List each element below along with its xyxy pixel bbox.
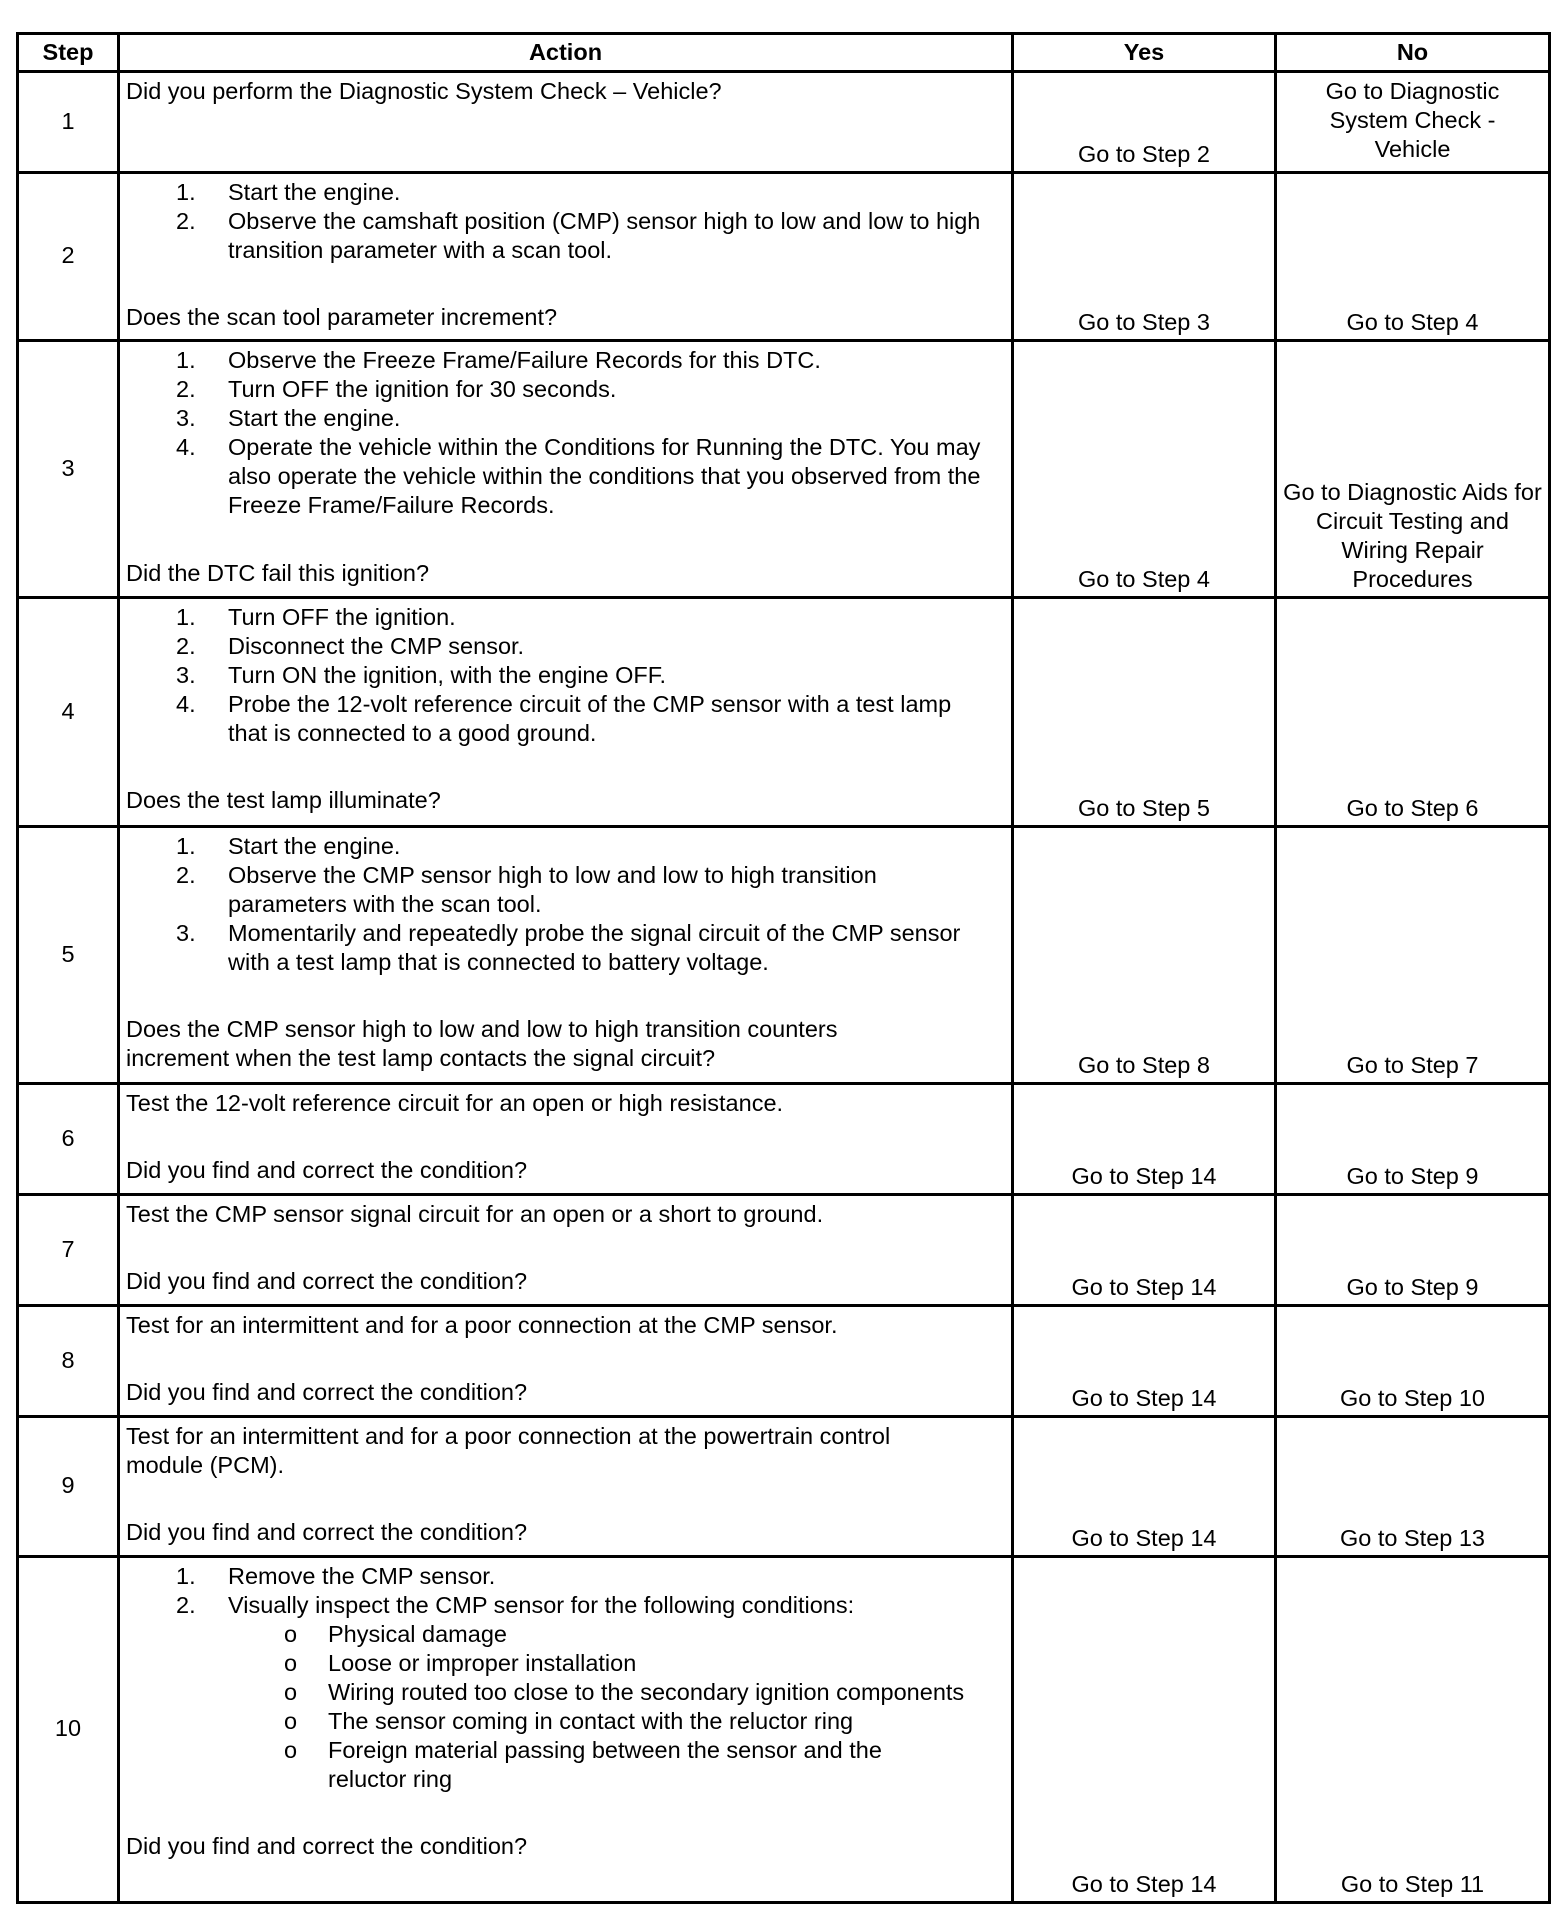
no-outcome: Go to Step 4 [1276,173,1550,341]
no-outcome: Go to Step 9 [1276,1084,1550,1195]
table-row [18,827,1550,1084]
item-text: Remove the CMP sensor. [228,1563,496,1589]
step-number: 8 [18,1306,119,1417]
step-number: 10 [18,1557,119,1903]
list-item [126,832,965,861]
item-text: Operate the vehicle within the Conditions for Running the DTC. You may also operate the vehicle within the conditions that you observed from the Freeze Frame/Failure Records. [228,434,981,518]
step-number: 4 [18,598,119,827]
header-row [18,34,1550,72]
action-text: Test the 12-volt reference circuit for an open or high resistance. [126,1090,784,1116]
list-item [126,375,1005,404]
no-outcome: Go to Step 11 [1276,1557,1550,1903]
action-cell [119,72,1013,173]
action-cell [119,1306,1013,1417]
list-item [126,861,965,919]
item-text: Observe the camshaft position (CMP) sensor high to low and low to high transition parameter with a scan tool. [228,208,981,263]
list-item [226,1649,965,1678]
item-number: 3. [176,920,196,946]
list-item [126,1591,1005,1794]
item-text: Observe the Freeze Frame/Failure Records for this DTC. [228,347,821,373]
list-item [126,690,965,748]
list-item [126,919,965,977]
table-row [18,173,1550,341]
no-outcome: Go to Diagnostic Aids for Circuit Testing and Wiring Repair Procedures [1276,341,1550,598]
table-row [18,72,1550,173]
list-item [126,346,1005,375]
list-item [126,433,1005,520]
item-number: 1. [176,347,196,373]
list-item [126,603,965,632]
item-text: Turn ON the ignition, with the engine OFF. [228,662,667,688]
item-number: 3. [176,662,196,688]
item-number: 4. [176,691,196,717]
bullet-icon: o [284,1650,298,1676]
action-steps [126,1562,1005,1794]
action-cell [119,1195,1013,1306]
list-item [126,661,965,690]
item-text: The sensor coming in contact with the reluctor ring [328,1708,854,1734]
action-question: Does the CMP sensor high to low and low to high transition counters increment when the test lamp contacts the signal circuit? [126,1016,838,1071]
item-text: Start the engine. [228,405,401,431]
yes-outcome: Go to Step 14 [1013,1557,1276,1903]
step-number: 3 [18,341,119,598]
action-steps [126,178,1005,265]
no-outcome: Go to Step 13 [1276,1417,1550,1557]
step-number: 6 [18,1084,119,1195]
no-outcome: Go to Step 9 [1276,1195,1550,1306]
yes-outcome: Go to Step 2 [1013,72,1276,173]
header-yes: Yes [1013,34,1276,72]
list-item [126,1562,1005,1591]
action-question: Does the scan tool parameter increment? [126,304,558,330]
item-text: Disconnect the CMP sensor. [228,633,525,659]
list-item [126,207,1005,265]
action-question: Did you find and correct the condition? [126,1157,528,1183]
action-cell [119,1084,1013,1195]
action-cell [119,341,1013,598]
item-text: Observe the CMP sensor high to low and low to high transition parameters with the scan tool. [228,862,877,917]
action-question: Did you find and correct the condition? [126,1833,528,1859]
list-item [126,178,1005,207]
action-text: Test the CMP sensor signal circuit for an open or a short to ground. [126,1201,824,1227]
bullet-icon: o [284,1737,298,1763]
header-action: Action [119,34,1013,72]
action-cell [119,1557,1013,1903]
list-item [226,1678,965,1707]
item-text: Probe the 12-volt reference circuit of the CMP sensor with a test lamp that is connected to a good ground. [228,691,952,746]
item-number: 2. [176,1592,196,1618]
list-item [226,1707,965,1736]
action-text: Test for an intermittent and for a poor connection at the powertrain control module (PCM). [126,1423,891,1478]
table-row [18,1306,1550,1417]
item-number: 3. [176,405,196,431]
item-number: 2. [176,633,196,659]
action-text: Did you perform the Diagnostic System Check – Vehicle? [126,78,722,104]
no-outcome: Go to Diagnostic System Check - Vehicle [1276,72,1550,173]
step-number: 2 [18,173,119,341]
item-text: Loose or improper installation [328,1650,637,1676]
list-item [126,404,1005,433]
yes-outcome: Go to Step 5 [1013,598,1276,827]
yes-outcome: Go to Step 14 [1013,1417,1276,1557]
item-number: 1. [176,604,196,630]
list-item [226,1620,965,1649]
action-question: Did you find and correct the condition? [126,1519,528,1545]
item-text: Turn OFF the ignition. [228,604,456,630]
item-text: Start the engine. [228,833,401,859]
item-number: 1. [176,179,196,205]
bullet-icon: o [284,1708,298,1734]
item-number: 2. [176,208,196,234]
condition-list [226,1620,1005,1794]
yes-outcome: Go to Step 4 [1013,341,1276,598]
item-text: Wiring routed too close to the secondary ignition components [328,1679,965,1705]
action-question: Does the test lamp illuminate? [126,787,441,813]
step-number: 1 [18,72,119,173]
action-question: Did the DTC fail this ignition? [126,560,430,586]
table-row [18,1195,1550,1306]
yes-outcome: Go to Step 14 [1013,1084,1276,1195]
action-steps [126,832,1005,977]
item-number: 2. [176,376,196,402]
action-steps [126,603,1005,748]
list-item [226,1736,965,1794]
item-number: 2. [176,862,196,888]
diagnostic-table [16,32,1551,1904]
no-outcome: Go to Step 7 [1276,827,1550,1084]
table-row [18,1084,1550,1195]
table-row [18,1417,1550,1557]
action-cell [119,173,1013,341]
table-row [18,1557,1550,1903]
list-item [126,632,965,661]
yes-outcome: Go to Step 14 [1013,1306,1276,1417]
item-text: Foreign material passing between the sensor and the reluctor ring [328,1737,882,1792]
step-number: 9 [18,1417,119,1557]
diagnostic-table-container [16,32,1548,1904]
action-question: Did you find and correct the condition? [126,1379,528,1405]
item-text: Turn OFF the ignition for 30 seconds. [228,376,617,402]
action-cell [119,598,1013,827]
item-number: 4. [176,434,196,460]
step-number: 5 [18,827,119,1084]
action-steps [126,346,1005,520]
action-question: Did you find and correct the condition? [126,1268,528,1294]
yes-outcome: Go to Step 3 [1013,173,1276,341]
yes-outcome: Go to Step 14 [1013,1195,1276,1306]
header-step: Step [18,34,119,72]
item-text: Start the engine. [228,179,401,205]
table-row [18,598,1550,827]
item-text: Visually inspect the CMP sensor for the following conditions: [228,1592,855,1618]
step-number: 7 [18,1195,119,1306]
bullet-icon: o [284,1621,298,1647]
action-text: Test for an intermittent and for a poor connection at the CMP sensor. [126,1312,838,1338]
no-outcome: Go to Step 10 [1276,1306,1550,1417]
item-number: 1. [176,1563,196,1589]
item-text: Physical damage [328,1621,507,1647]
no-outcome: Go to Step 6 [1276,598,1550,827]
item-text: Momentarily and repeatedly probe the signal circuit of the CMP sensor with a test lamp that is connected to battery voltage. [228,920,961,975]
header-no: No [1276,34,1550,72]
table-row [18,341,1550,598]
bullet-icon: o [284,1679,298,1705]
action-cell [119,827,1013,1084]
item-number: 1. [176,833,196,859]
action-cell [119,1417,1013,1557]
yes-outcome: Go to Step 8 [1013,827,1276,1084]
